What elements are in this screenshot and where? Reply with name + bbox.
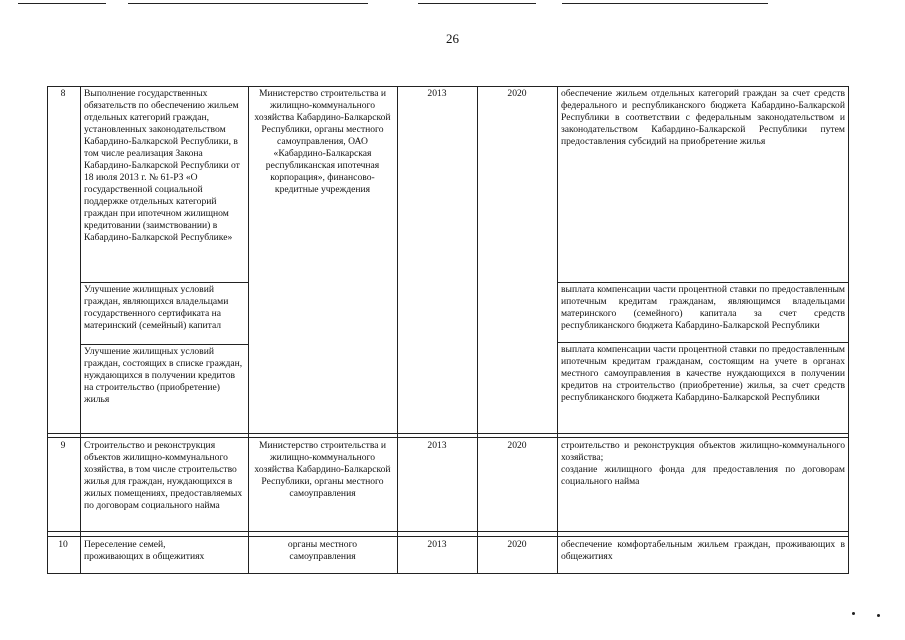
measure-name: Улучшение жилищных условий граждан, являющихся владельцами государственного сертификата на материнский (семейный) капитал <box>84 284 229 331</box>
end-year: 2020 <box>507 539 527 550</box>
row-number: 8 <box>60 88 66 99</box>
expected-result: выплата компенсации части процентной ставки по предоставленным ипотечным кредитам гражданам, состоящим на учете в органах местного самоуправления в качестве нуждающихся в получении кредитов на строительство (приобретение) жилья, за счет средств республиканского бюджета Кабардино-Балкарской Республики <box>561 344 845 403</box>
scan-speck <box>877 614 880 617</box>
measure-name: Переселение семей, проживающих в общежитиях <box>84 539 205 562</box>
measure-name: Строительство и реконструкция объектов жилищно-коммунального хозяйства, в том числе строительство жилья для граждан, нуждающихся в жилых помещениях, предоставляемых по договорам социального найма <box>84 440 243 511</box>
expected-result: обеспечение жильем отдельных категорий граждан за счет средств федерального и республиканского бюджета Кабардино-Балкарской Республики в соответствии с федеральным законодательством и законодательством Кабардино-Балкарской Республики путем предоставления субсидий на приобретение жилья <box>561 88 845 147</box>
start-year: 2013 <box>427 440 447 451</box>
start-year: 2013 <box>427 539 447 550</box>
measure-name: Выполнение государственных обязательств по обеспечению жильем отдельных категорий граждан, установленных законодательством Кабардино-Балкарской Республики, в том числе реализация Закона Кабардино-Балкарской Республики от 18 июля 2013 г. № 61-РЗ «О государственной социальной поддержке отдельных категорий граждан при ипотечном жилищном кредитовании (заимствовании) в Кабардино-Балкарской Республике» <box>84 88 240 243</box>
scan-speck <box>852 612 855 615</box>
page-number: 26 <box>446 31 459 46</box>
row-number: 10 <box>58 539 68 550</box>
expected-result: строительство и реконструкция объектов жилищно-коммунального хозяйства; <box>561 440 845 463</box>
end-year: 2020 <box>507 88 527 99</box>
scan-line <box>128 3 368 4</box>
start-year: 2013 <box>427 88 447 99</box>
executor: органы местного самоуправления <box>287 539 358 562</box>
expected-result: создание жилищного фонда для предоставления по договорам социального найма <box>561 464 845 487</box>
row-number: 9 <box>60 440 66 451</box>
end-year: 2020 <box>507 440 527 451</box>
measure-name: Улучшение жилищных условий граждан, состоящих в списке граждан, нуждающихся в получении кредитов на строительство (приобретение) жилья <box>84 346 243 405</box>
scan-line <box>18 3 106 4</box>
expected-result: обеспечение комфортабельным жильем граждан, проживающих в общежитиях <box>561 539 845 562</box>
executor: Министерство строительства и жилищно-коммунального хозяйства Кабардино-Балкарской Республики, органы местного самоуправления, ОАО «Кабардино-Балкарская республиканская ипотечная корпорация», финансово-кредитные учреждения <box>254 88 391 195</box>
executor: Министерство строительства и жилищно-коммунального хозяйства Кабардино-Балкарской Республики, органы местного самоуправления <box>254 440 391 499</box>
scan-line <box>418 3 536 4</box>
expected-result: выплата компенсации части процентной ставки по предоставленным ипотечным кредитам гражданам, являющимся владельцами материнского (семейного) капитала за счет средств республиканского бюджета Кабардино-Балкарской Республики <box>561 284 845 331</box>
scan-line <box>562 3 768 4</box>
